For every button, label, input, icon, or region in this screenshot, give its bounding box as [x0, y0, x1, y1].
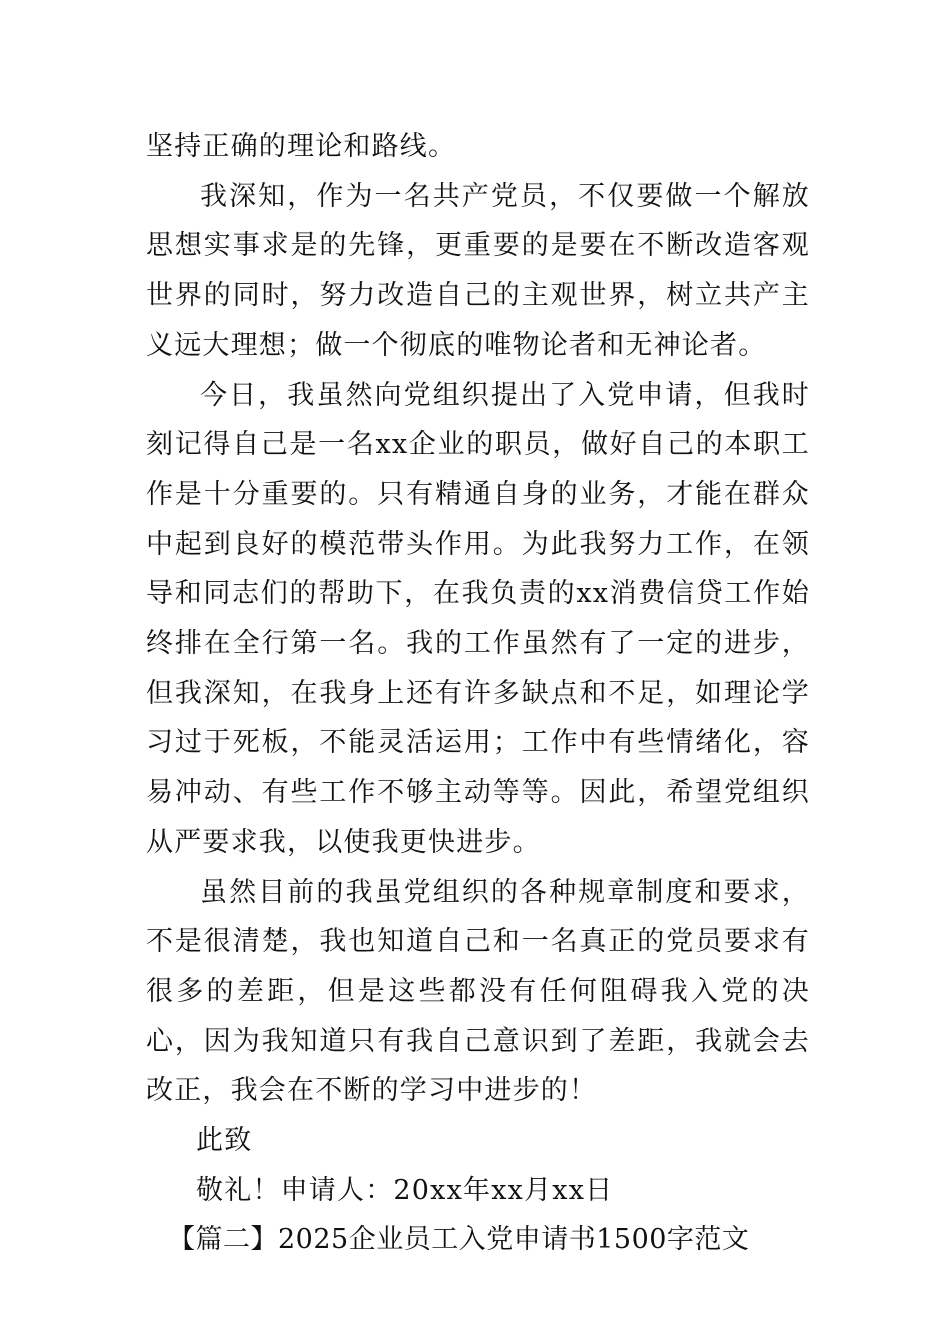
paragraph: 我深知，作为一名共产党员，不仅要做一个解放思想实事求是的先锋，更重要的是要在不断改造客观世界的同时，努力改造自己的主观世界，树立共产主义远大理想；做一个彻底的唯物论者和无神论者。: [146, 180, 810, 361]
salutation-signature-line: 敬礼！申请人：20xx年xx月xx日: [196, 1174, 614, 1206]
paragraph: 今日，我虽然向党组织提出了入党申请，但我时刻记得自己是一名xx企业的职员，做好自己的本职工作是十分重要的。只有精通自身的业务，才能在群众中起到良好的模范带头作用。为此我努力工作，在领导和同志们的帮助下，在我负责的xx消费信贷工作始终排在全行第一名。我的工作虽然有了一定的进步，但我深知，在我身上还有许多缺点和不足，如理论学习过于死板，不能灵活运用；工作中有些情绪化，容易冲动、有些工作不够主动等等。因此，希望党组织从严要求我，以使我更快进步。: [146, 379, 810, 858]
closing-line: 此致: [196, 1125, 253, 1157]
document-body: [146, 122, 810, 1265]
next-section-title: 【篇二】2025企业员工入党申请书1500字范文: [168, 1224, 750, 1256]
paragraph-continuation: 坚持正确的理论和路线。: [146, 131, 457, 162]
paragraph: 虽然目前的我虽党组织的各种规章制度和要求，不是很清楚，我也知道自己和一名真正的党员要求有很多的差距，但是这些都没有任何阻碍我入党的决心，因为我知道只有我自己意识到了差距，我就会去改正，我会在不断的学习中进步的！: [146, 876, 810, 1107]
